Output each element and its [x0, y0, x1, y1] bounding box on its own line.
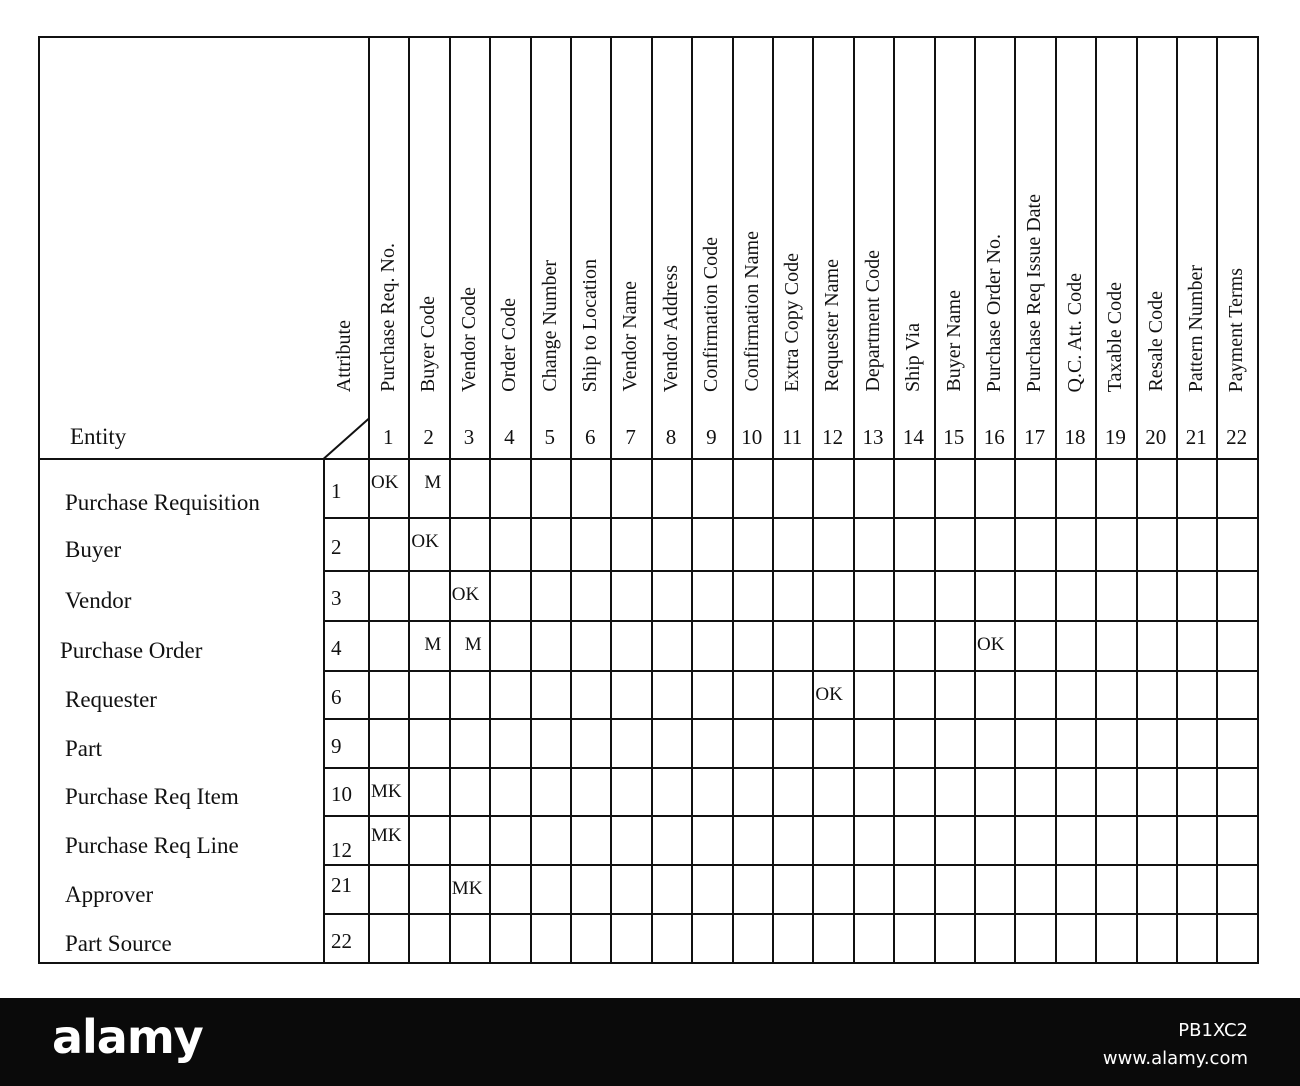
matrix-cell-value: OK [451, 584, 480, 605]
attribute-name: Department Code [861, 250, 884, 392]
attribute-name: Taxable Code [1104, 281, 1127, 392]
entity-name: Buyer [65, 536, 122, 562]
entity-name: Purchase Req Line [65, 832, 239, 858]
entity-num-col-line [323, 458, 325, 962]
entity-number: 10 [331, 782, 352, 806]
attribute-col-line [1216, 36, 1218, 962]
row-divider [323, 767, 1257, 769]
attribute-col-line [893, 36, 895, 962]
row-divider [323, 718, 1257, 720]
row-divider [323, 517, 1257, 519]
attribute-col-line [449, 36, 451, 962]
attribute-col-line [934, 36, 936, 962]
entity-name: Vendor [65, 588, 132, 613]
entity-number: 2 [331, 534, 342, 559]
attribute-number: 22 [1226, 425, 1248, 449]
attribute-col-line [853, 36, 855, 962]
attribute-col-line [732, 36, 734, 962]
attribute-number: 17 [1024, 425, 1046, 449]
attribute-number: 2 [423, 425, 434, 449]
attribute-col-line [1055, 36, 1057, 962]
row-divider [323, 864, 1257, 866]
attribute-number: 18 [1064, 425, 1086, 449]
attribute-number: 10 [741, 425, 763, 449]
attribute-number: 7 [625, 425, 636, 449]
matrix-cell-value: OK [411, 531, 439, 552]
entity-name: Purchase Req Item [65, 784, 239, 809]
attribute-name: Order Code [498, 298, 521, 392]
entity-number: 3 [331, 586, 342, 610]
matrix-cell-value: OK [977, 634, 1005, 655]
attribute-name: Vendor Address [659, 264, 682, 392]
attribute-col-line [1176, 36, 1178, 962]
row-divider [323, 670, 1257, 672]
attribute-col-line [974, 36, 976, 962]
attribute-header-label: Attribute [333, 319, 355, 392]
attribute-number: 8 [665, 425, 677, 449]
header-divider [38, 458, 1257, 460]
row-divider [323, 570, 1257, 572]
attribute-name: Requester Name [821, 259, 844, 392]
matrix-cell-value: MK [451, 878, 483, 899]
table-border-top [38, 36, 1257, 38]
entity-name: Approver [65, 881, 154, 907]
attribute-col-line [368, 36, 370, 962]
entity-name: Purchase Order [60, 638, 203, 663]
attribute-name: Pattern Number [1185, 264, 1207, 392]
row-divider [323, 620, 1257, 622]
row-divider [323, 815, 1257, 817]
matrix-cell-value: OK [815, 684, 843, 705]
attribute-name: Ship to Location [579, 258, 601, 392]
attribute-name: Purchase Order No. [983, 233, 1005, 392]
row-divider [323, 913, 1257, 915]
table-border-right [1257, 36, 1259, 964]
attribute-number: 11 [782, 425, 803, 449]
entity-number: 1 [331, 478, 342, 503]
attribute-name: Buyer Code [417, 295, 440, 392]
entity-name: Purchase Requisition [65, 489, 260, 515]
entity-number: 21 [331, 872, 352, 897]
table-border-bottom [38, 962, 1257, 964]
attribute-name: Resale Code [1144, 291, 1167, 392]
header-diagonal [323, 418, 369, 459]
matrix-cell-value: OK [371, 472, 399, 493]
attribute-col-line [1014, 36, 1016, 962]
attribute-col-line [691, 36, 693, 962]
attribute-col-line [530, 36, 532, 962]
attribute-number: 16 [983, 425, 1005, 449]
attribute-number: 9 [706, 425, 717, 449]
attribute-name: Q.C. Att. Code [1063, 272, 1086, 392]
attribute-col-line [772, 36, 774, 962]
entity-name: Requester [65, 687, 157, 712]
watermark-url: www.alamy.com [1102, 1048, 1248, 1069]
matrix-cell-value: MK [371, 781, 402, 802]
table-border-left [38, 36, 40, 962]
attribute-number: 21 [1185, 425, 1207, 449]
entity-name: Part [65, 735, 103, 761]
attribute-name: Confirmation Name [740, 231, 763, 392]
entity-number: 9 [331, 733, 342, 758]
attribute-col-line [651, 36, 653, 962]
attribute-name: Change Number [538, 260, 561, 392]
attribute-number: 1 [382, 425, 394, 449]
attribute-name: Ship Via [902, 323, 925, 392]
matrix-cell-value: M [424, 634, 442, 655]
image-id: PB1XC2 [1178, 1020, 1248, 1041]
attribute-number: 5 [544, 425, 556, 449]
entity-number: 4 [331, 636, 342, 660]
matrix-cell-value: M [464, 634, 482, 655]
attribute-number: 19 [1104, 425, 1126, 449]
attribute-col-line [570, 36, 572, 962]
attribute-number: 14 [902, 425, 924, 449]
watermark-bar [0, 998, 1300, 1086]
attribute-col-line [1136, 36, 1138, 962]
attribute-col-line [610, 36, 612, 962]
alamy-logo: alamy [52, 1010, 203, 1064]
entity-number: 12 [331, 837, 352, 862]
entity-number: 6 [331, 685, 342, 709]
attribute-col-line [489, 36, 491, 962]
attribute-name: Purchase Req Issue Date [1023, 193, 1046, 392]
matrix-cell-value: MK [371, 825, 402, 846]
attribute-name: Payment Terms [1225, 267, 1248, 392]
attribute-number: 4 [504, 425, 515, 449]
attribute-number: 6 [584, 425, 596, 449]
attribute-col-line [812, 36, 814, 962]
attribute-col-line [408, 36, 410, 962]
attribute-name: Vendor Name [619, 281, 642, 392]
attribute-col-line [1095, 36, 1097, 962]
attribute-name: Extra Copy Code [781, 253, 803, 392]
attribute-number: 3 [463, 425, 475, 449]
attribute-number: 20 [1145, 425, 1167, 449]
attribute-name: Vendor Code [457, 287, 480, 392]
attribute-number: 12 [822, 425, 844, 449]
matrix-cell-value: M [424, 472, 442, 493]
attribute-number: 13 [862, 425, 884, 449]
attribute-number: 15 [943, 425, 965, 449]
entity-number: 22 [331, 928, 352, 953]
entity-name: Part Source [65, 930, 172, 956]
entity-header-label: Entity [70, 424, 127, 449]
attribute-name: Confirmation Code [700, 237, 723, 392]
attribute-name: Purchase Req. No. [377, 243, 399, 392]
attribute-name: Buyer Name [942, 290, 965, 392]
